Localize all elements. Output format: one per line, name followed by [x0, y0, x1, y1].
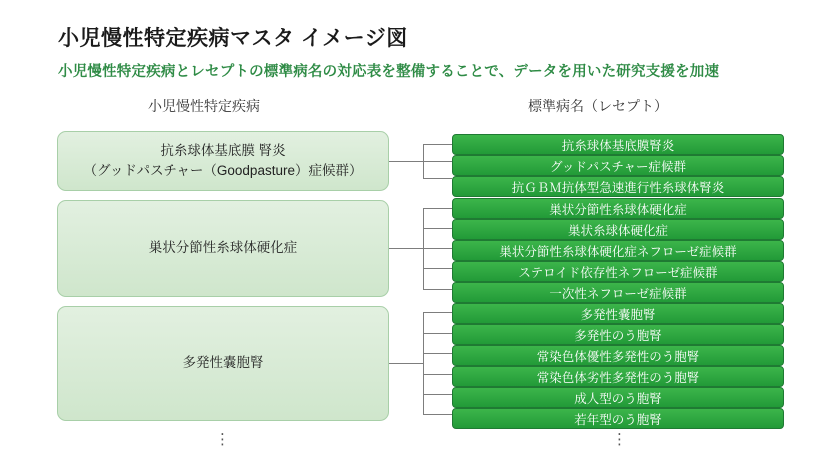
connector-line — [423, 144, 452, 145]
disease-name-line1: 多発性嚢胞腎 — [182, 355, 264, 371]
right-column-continuation-ellipsis: ⋮ — [612, 431, 628, 448]
connector-line — [389, 161, 423, 162]
connector-line — [423, 268, 452, 269]
standard-name-pill[interactable]: 一次性ネフローゼ症候群 — [452, 282, 784, 303]
standard-name-pill[interactable]: 抗ＧＢＭ抗体型急速進行性糸球体腎炎 — [452, 176, 784, 197]
connector-line — [423, 333, 452, 334]
connector-line — [423, 289, 452, 290]
standard-name-pill[interactable]: 多発性嚢胞腎 — [452, 303, 784, 324]
disease-name-line1: 巣状分節性糸球体硬化症 — [148, 240, 298, 256]
connector-line — [423, 312, 452, 313]
connector-line — [423, 208, 452, 209]
standard-name-pill[interactable]: 成人型のう胞腎 — [452, 387, 784, 408]
standard-name-pill[interactable]: 常染色体劣性多発性のう胞腎 — [452, 366, 784, 387]
connector-line — [423, 178, 452, 179]
standard-name-pill[interactable]: 巣状分節性糸球体硬化症ネフローゼ症候群 — [452, 240, 784, 261]
page-title: 小児慢性特定疾病マスタ イメージ図 — [58, 27, 408, 50]
disease-box[interactable] — [57, 306, 389, 421]
standard-name-pill[interactable]: グッドパスチャー症候群 — [452, 155, 784, 176]
column-header-standard-names: 標準病名（レセプト） — [528, 98, 668, 114]
disease-name-line2: （グッドパスチャー（Goodpasture）症候群） — [83, 163, 363, 178]
standard-name-pill[interactable]: ステロイド依存性ネフローゼ症候群 — [452, 261, 784, 282]
standard-name-pill[interactable]: 若年型のう胞腎 — [452, 408, 784, 429]
column-header-diseases: 小児慢性特定疾病 — [148, 98, 260, 114]
connector-line — [423, 394, 452, 395]
connector-line — [423, 414, 452, 415]
connector-line — [423, 228, 452, 229]
connector-line — [423, 312, 424, 414]
disease-name-line1: 抗糸球体基底膜 腎炎 — [160, 142, 286, 158]
connector-line — [389, 248, 423, 249]
standard-name-pill[interactable]: 巣状分節性糸球体硬化症 — [452, 198, 784, 219]
left-column-continuation-ellipsis: ⋮ — [215, 431, 231, 448]
connector-line — [389, 363, 423, 364]
connector-line — [423, 374, 452, 375]
standard-name-pill[interactable]: 多発性のう胞腎 — [452, 324, 784, 345]
connector-line — [423, 248, 452, 249]
connector-line — [423, 161, 452, 162]
connector-line — [423, 353, 452, 354]
disease-box[interactable] — [57, 131, 389, 191]
standard-name-pill[interactable]: 常染色体優性多発性のう胞腎 — [452, 345, 784, 366]
page-subtitle: 小児慢性特定疾病とレセプトの標準病名の対応表を整備することで、データを用いた研究支援を加速 — [58, 64, 720, 80]
standard-name-pill[interactable]: 巣状糸球体硬化症 — [452, 219, 784, 240]
standard-name-pill[interactable]: 抗糸球体基底膜腎炎 — [452, 134, 784, 155]
disease-box[interactable] — [57, 200, 389, 297]
